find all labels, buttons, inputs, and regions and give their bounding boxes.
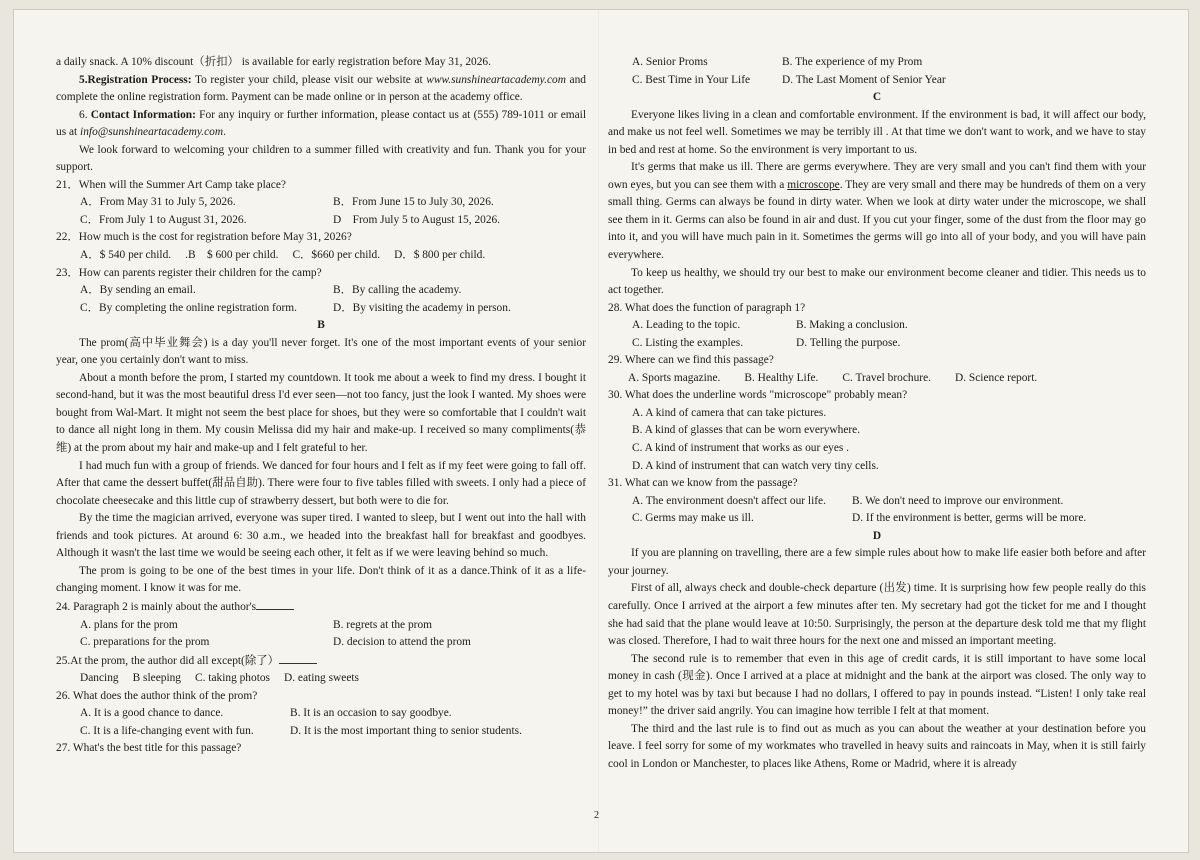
- paragraph: a daily snack. A 10% discount（折扣） is available for early registration before May 31, 2026.: [56, 56, 491, 68]
- paragraph: It's germs that make us ill. There are germs everywhere. They are very small and you can't find them with your own eyes, but you can see them with a microscope. They are very small and there may be hundreds of them on a very small thing. Germs can always be found in dirty water. When we look at dirty water under the microscope, we shall see them in it. Germs can also be found in air and dust. If you cut your finger, some of the dust from the floor may go into it, and you will have much pain in it. Sometimes the germs will go into all of your body, and you will have pain everywhere.: [608, 161, 1146, 262]
- option: D．By visiting the academy in person.: [333, 301, 511, 314]
- paragraph: The prom is going to be one of the best times in your life. Don't think of it as a dance.Think of it as a life-changing moment. I know it was for me.: [56, 564, 586, 595]
- paragraph: First of all, always check and double-check departure (出发) time. It is surprising how few people really do this carefully. Once I arrived at the airport a few minutes after ten. My secretary had got the ticket for me and I thought she had said that the plane would leave at 10:50. Surprisingly, the person at the departure desk told me that my flight was closed. Therefore, I had to wait three hours for the next one and missed an important meeting.: [608, 582, 1146, 648]
- option: A. Sports magazine.: [628, 371, 721, 384]
- question: 30. What does the underline words "microscope" probably mean?: [608, 389, 908, 402]
- paragraph: 5.Registration Process: To register your child, please visit our website at www.sunshineartacademy.com and complete the online registration form. Payment can be made online or in person at the academy office.: [56, 73, 586, 104]
- option: C．$660 per child.: [292, 249, 381, 262]
- option: C. preparations for the prom: [80, 636, 210, 649]
- question: 23．How can parents register their children for the camp?: [56, 266, 322, 279]
- option: D．$ 800 per child.: [394, 249, 486, 262]
- option: B. We don't need to improve our environment.: [852, 494, 1064, 507]
- option: A. Leading to the topic.: [632, 319, 741, 332]
- option: D From July 5 to August 15, 2026.: [333, 213, 501, 226]
- paragraph: Everyone likes living in a clean and comfortable environment. If the environment is bad, it will affect our body, and make us not feel well. Sometimes we may be terribly ill . At that time we don't want to work, and we have to stay in bed and rest at home. So the environment is very important to us.: [608, 108, 1146, 156]
- question: 22．How much is the cost for registration before May 31, 2026?: [56, 231, 352, 244]
- options: [56, 705, 586, 740]
- option: D. eating sweets: [284, 672, 359, 685]
- options: [608, 405, 1146, 475]
- options: [56, 670, 586, 688]
- option: A．From May 31 to July 5, 2026.: [80, 196, 236, 209]
- option: D. decision to attend the prom: [333, 636, 471, 649]
- option: D. It is the most important thing to senior students.: [290, 724, 522, 737]
- option: C. Travel brochure.: [842, 371, 931, 384]
- page-fold: [598, 10, 599, 852]
- paragraph: The third and the last rule is to find out as much as you can about the weather at your destination before you leave. I feel sorry for some of my workmates who travelled in heavy suits and raincoats in May, when it is still fairly cool in London or Manchester, to places like Athens, Rome or Madrid, where it is already: [608, 722, 1146, 770]
- option: C. It is a life-changing event with fun.: [80, 724, 254, 737]
- paragraph: About a month before the prom, I started my countdown. It took me about a week to find my dress. I bought it second-hand, but it was the most beautiful dress I'd ever seen—not too fancy, just the look I wanted. My shoes were bought from Wal-Mart. It might not seem the best place for shoes, but they were so comfortable that I couldn't wait to dance all night long in them. My cousin Melissa did my hair and make-up. I received so many compliments(恭维) at the prom about my hair and make-up and I felt grateful to her.: [56, 371, 586, 455]
- option: C. Germs may make us ill.: [632, 512, 754, 525]
- option: B sleeping: [132, 672, 181, 685]
- option: A．$ 540 per child.: [80, 249, 172, 262]
- option: A. A kind of camera that can take pictures.: [632, 406, 827, 419]
- options: [56, 617, 586, 652]
- option: .B $ 600 per child.: [185, 249, 279, 262]
- option: D. The Last Moment of Senior Year: [782, 73, 946, 86]
- question: 21．When will the Summer Art Camp take place?: [56, 178, 286, 191]
- option: B. It is an occasion to say goodbye.: [290, 707, 452, 720]
- paragraph: I had much fun with a group of friends. We danced for four hours and I felt as if my feet were going to fall off. After that came the dessert buffet(甜品自助). There were four to five tables filled with sweets. I only had a piece of chocolate cheesecake and this little cup of strawberry dessert, but both were to die for.: [56, 459, 586, 507]
- question: 29. Where can we find this passage?: [608, 354, 774, 367]
- options: [608, 493, 1146, 528]
- paragraph: To keep us healthy, we should try our best to make our environment become cleaner and tidier. This needs us to act together.: [608, 266, 1146, 297]
- options: [608, 54, 1146, 89]
- option: B. The experience of my Prom: [782, 56, 923, 68]
- options: [56, 247, 586, 265]
- option: B．From June 15 to July 30, 2026.: [333, 196, 494, 209]
- option: C. Listing the examples.: [632, 336, 744, 349]
- question: 31. What can we know from the passage?: [608, 477, 798, 490]
- paragraph: We look forward to welcoming your children to a summer filled with creativity and fun. Thank you for your support.: [56, 143, 586, 174]
- option: A. plans for the prom: [80, 618, 178, 631]
- option: Dancing: [80, 672, 119, 685]
- question: 24. Paragraph 2 is mainly about the author's: [56, 598, 586, 617]
- options: [56, 194, 586, 229]
- section-heading: D: [872, 529, 882, 542]
- section-heading: B: [317, 319, 325, 332]
- options: [608, 317, 1146, 352]
- option: C. A kind of instrument that works as our eyes .: [632, 442, 850, 455]
- bold-label: 5.Registration Process:: [79, 73, 192, 86]
- option: C. taking photos: [195, 672, 270, 685]
- section-heading: C: [872, 91, 882, 104]
- option: D. If the environment is better, germs will be more.: [852, 512, 1087, 525]
- email-address: info@sunshineartacademy.com: [80, 126, 224, 139]
- option: B. A kind of glasses that can be worn everywhere.: [632, 424, 861, 437]
- option: B. regrets at the prom: [333, 618, 433, 631]
- question: 25.At the prom, the author did all except(除了）: [56, 652, 586, 671]
- bold-label: Contact Information:: [90, 108, 196, 121]
- paragraph: By the time the magician arrived, everyone was super tired. I wanted to sleep, but I went out into the hall with friends and took pictures. At around 6: 30 a.m., we headed into the breakfast hall for breakfast and goodbyes. Although it wasn't the last time we would be seeing each other, it felt as if we were leaving behind so much.: [56, 512, 586, 560]
- option: D. Science report.: [955, 371, 1038, 384]
- answer-blank: [279, 652, 317, 664]
- page-number: 2: [594, 810, 599, 821]
- answer-blank: [256, 598, 294, 610]
- options: [56, 282, 586, 317]
- paragraph: The second rule is to remember that even in this age of credit cards, it is still important to have some local money in cash (现金). Once I arrived at a place at midnight and the bank at the airport was closed. The only way to get to my hotel was by taxi but because I had no dollars, I offered to pay in pounds instead. “Listen! I only take real money!” the driver said angrily. You can imagine how terrible I felt at that moment.: [608, 652, 1146, 718]
- option: D. A kind of instrument that can watch very tiny cells.: [632, 459, 879, 472]
- option: B．By calling the academy.: [333, 284, 462, 297]
- paragraph: 6. Contact Information: For any inquiry or further information, please contact us at (555) 789-1011 or email us at info@sunshineartacademy.com.: [56, 108, 587, 139]
- option: B. Making a conclusion.: [796, 319, 908, 332]
- option: A. Senior Proms: [632, 56, 708, 68]
- option: C. Best Time in Your Life: [632, 73, 751, 86]
- website-url: www.sunshineartacademy.com: [426, 73, 566, 86]
- option: C．From July 1 to August 31, 2026.: [80, 213, 247, 226]
- left-column: [56, 54, 586, 758]
- exam-page: [14, 10, 1188, 852]
- option: D. Telling the purpose.: [796, 336, 901, 349]
- option: C．By completing the online registration form.: [80, 301, 298, 314]
- question: 27. What's the best title for this passage?: [56, 742, 242, 755]
- paragraph: If you are planning on travelling, there are a few simple rules about how to make life easier both before and after your journey.: [608, 547, 1146, 577]
- options: [608, 370, 1146, 388]
- option: A. The environment doesn't affect our life.: [632, 494, 826, 507]
- paragraph: The prom(高中毕业舞会) is a day you'll never forget. It's one of the most important events of your senior year, one you certainly don't want to miss.: [56, 336, 586, 367]
- option: A. It is a good chance to dance.: [80, 707, 224, 720]
- option: A．By sending an email.: [80, 284, 196, 297]
- question: 28. What does the function of paragraph 1?: [608, 301, 806, 314]
- option: B. Healthy Life.: [744, 371, 819, 384]
- underlined-word: microscope: [787, 178, 840, 191]
- question: 26. What does the author think of the prom?: [56, 689, 258, 702]
- right-column: [608, 54, 1146, 773]
